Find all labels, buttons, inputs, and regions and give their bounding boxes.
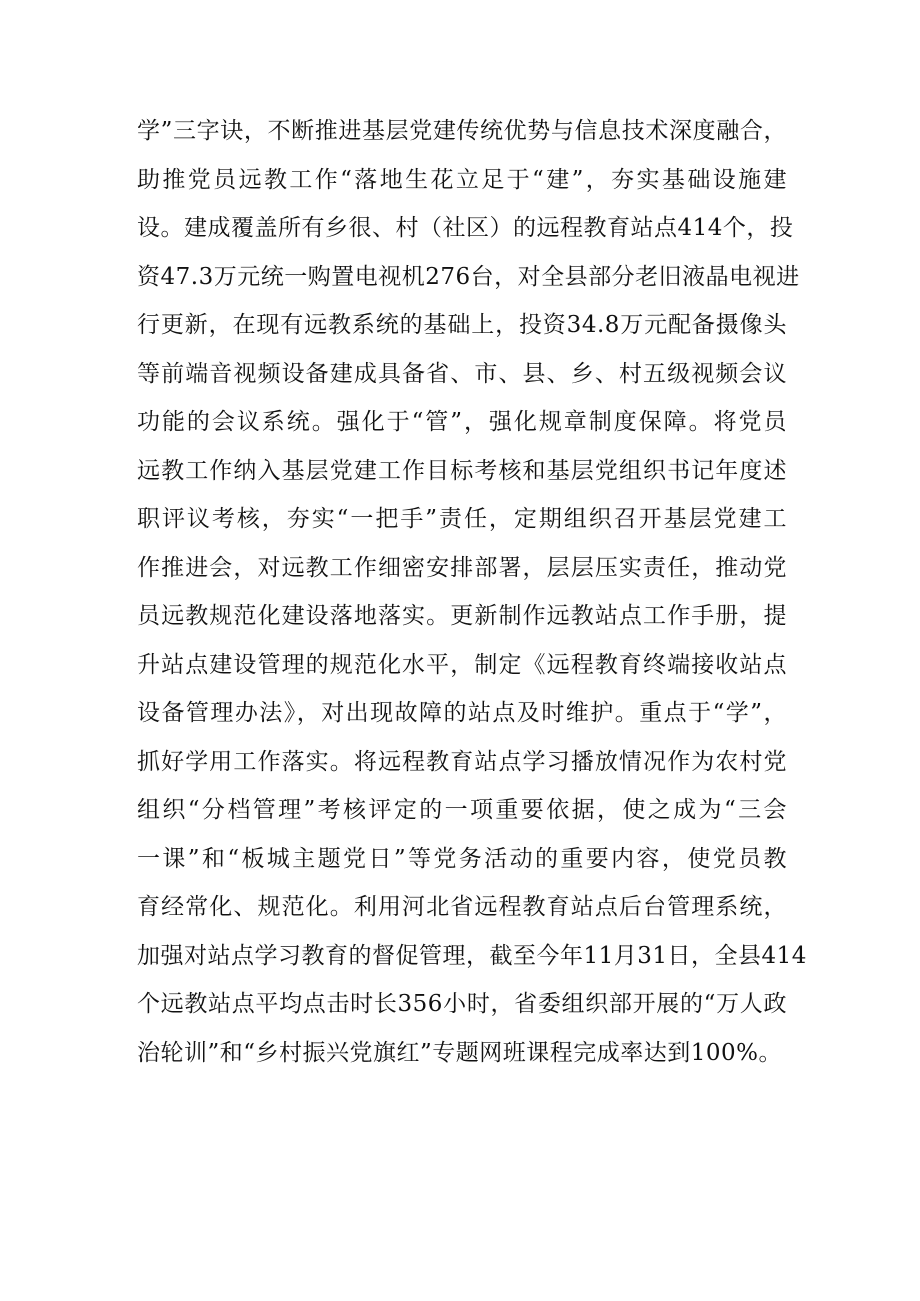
text-line: 员远教规范化建设落地落实。更新制作远教站点工作手册，提 [137, 603, 787, 629]
text-line: 组织“分档管理”考核评定的一项重要依据，使之成为“三会 [137, 797, 787, 823]
text-line: 作推进会，对远教工作细密安排部署，层层压实责任，推动党 [137, 554, 787, 581]
body-paragraph [137, 107, 807, 1077]
text-line: 助推党员远教工作“落地生花立足于“建”，夯实基础设施建 [137, 166, 787, 193]
text-line: 学”三字诀，不断推进基层党建传统优势与信息技术深度融合， [137, 118, 787, 144]
text-line: 功能的会议系统。强化于“管”，强化规章制度保障。将党员 [137, 409, 787, 435]
text-line: 治轮训”和“乡村振兴党旗红”专题网班课程完成率达到100%。 [137, 1039, 783, 1066]
text-line: 升站点建设管理的规范化水平，制定《远程教育终端接收站点 [137, 651, 787, 678]
text-line: 育经常化、规范化。利用河北省远程教育站点后台管理系统， [137, 894, 787, 920]
text-line: 个远教站点平均点击时长356小时，省委组织部开展的“万人政 [137, 991, 787, 1017]
text-line: 设备管理办法》，对出现故障的站点及时维护。重点于“学”， [137, 700, 787, 726]
text-line: 抓好学用工作落实。将远程教育站点学习播放情况作为农村党 [137, 748, 787, 775]
text-line: 设。建成覆盖所有乡很、村（社区）的远程教育站点414个，投 [137, 215, 794, 241]
text-line: 职评议考核，夯实“一把手”责任，定期组织召开基层党建工 [137, 506, 787, 532]
text-line: 远教工作纳入基层党建工作目标考核和基层党组织书记年度述 [137, 457, 787, 484]
text-line: 加强对站点学习教育的督促管理，截至今年11月31日，全县414 [137, 942, 807, 969]
text-line: 行更新，在现有远教系统的基础上，投资34.8万元配备摄像头 [137, 312, 787, 338]
text-line: 等前端音视频设备建成具备省、市、县、乡、村五级视频会议 [137, 360, 787, 387]
text-line: 一课”和“板城主题党日”等党务活动的重要内容，使党员教 [137, 845, 787, 872]
text-line: 资47.3万元统一购置电视机276台，对全县部分老旧液晶电视进 [137, 263, 800, 290]
